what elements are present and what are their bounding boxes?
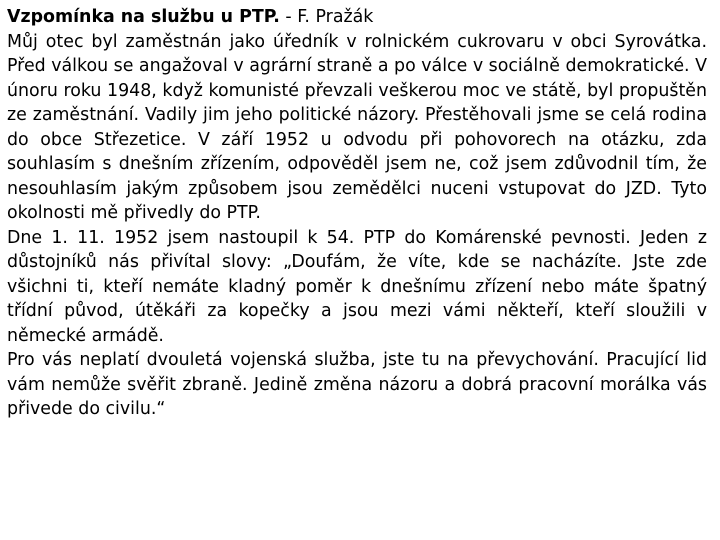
paragraph-reeducation: Pro vás neplatí dvouletá vojenská služba, jste tu na převychování. Pracující lid vám nemůže svěřit zbraně. Jedině změna názoru a dobrá pracovní morálka vás přivede do civilu.“ xyxy=(7,350,707,419)
document-heading xyxy=(7,5,707,30)
title-separator: - xyxy=(279,7,298,27)
document-title: Vzpomínka na službu u PTP. xyxy=(7,7,280,27)
document-page xyxy=(7,5,707,422)
document-author: F. Pražák xyxy=(297,7,374,27)
paragraph-arrival: Dne 1. 11. 1952 jsem nastoupil k 54. PTP do Komárenské pevnosti. Jeden z důstojníků nás přivítal slovy: „Doufám, že víte, kde se nacházíte. Jste zde všichni ti, kteří nemáte kladný poměr k dnešnímu zřízení nebo máte špatný třídní původ, útěkáři za kopečky a jsou mezi vámi někteří, kteří sloužili v německé armádě. xyxy=(7,227,707,346)
paragraph-father: Můj otec byl zaměstnán jako úředník v rolnickém cukrovaru v obci Syrovátka. Před válkou se angažoval v agrární straně a po válce v sociálně demokratické. V únoru roku 1948, když komunisté převzali veškerou moc ve státě, byl propuštěn ze zaměstnání. Vadily jim jeho politické názory. Přestěhovali jsme se celá rodina do obce Střezetice. V září 1952 u odvodu při pohovorech na otázku, zda souhlasím s dnešním zřízením, odpověděl jsem ne, což jsem zdůvodnil tím, že nesouhlasím jakým způsobem jsou zemědělci nuceni vstupovat do JZD. Tyto okolnosti mě přivedly do PTP. xyxy=(7,31,707,223)
